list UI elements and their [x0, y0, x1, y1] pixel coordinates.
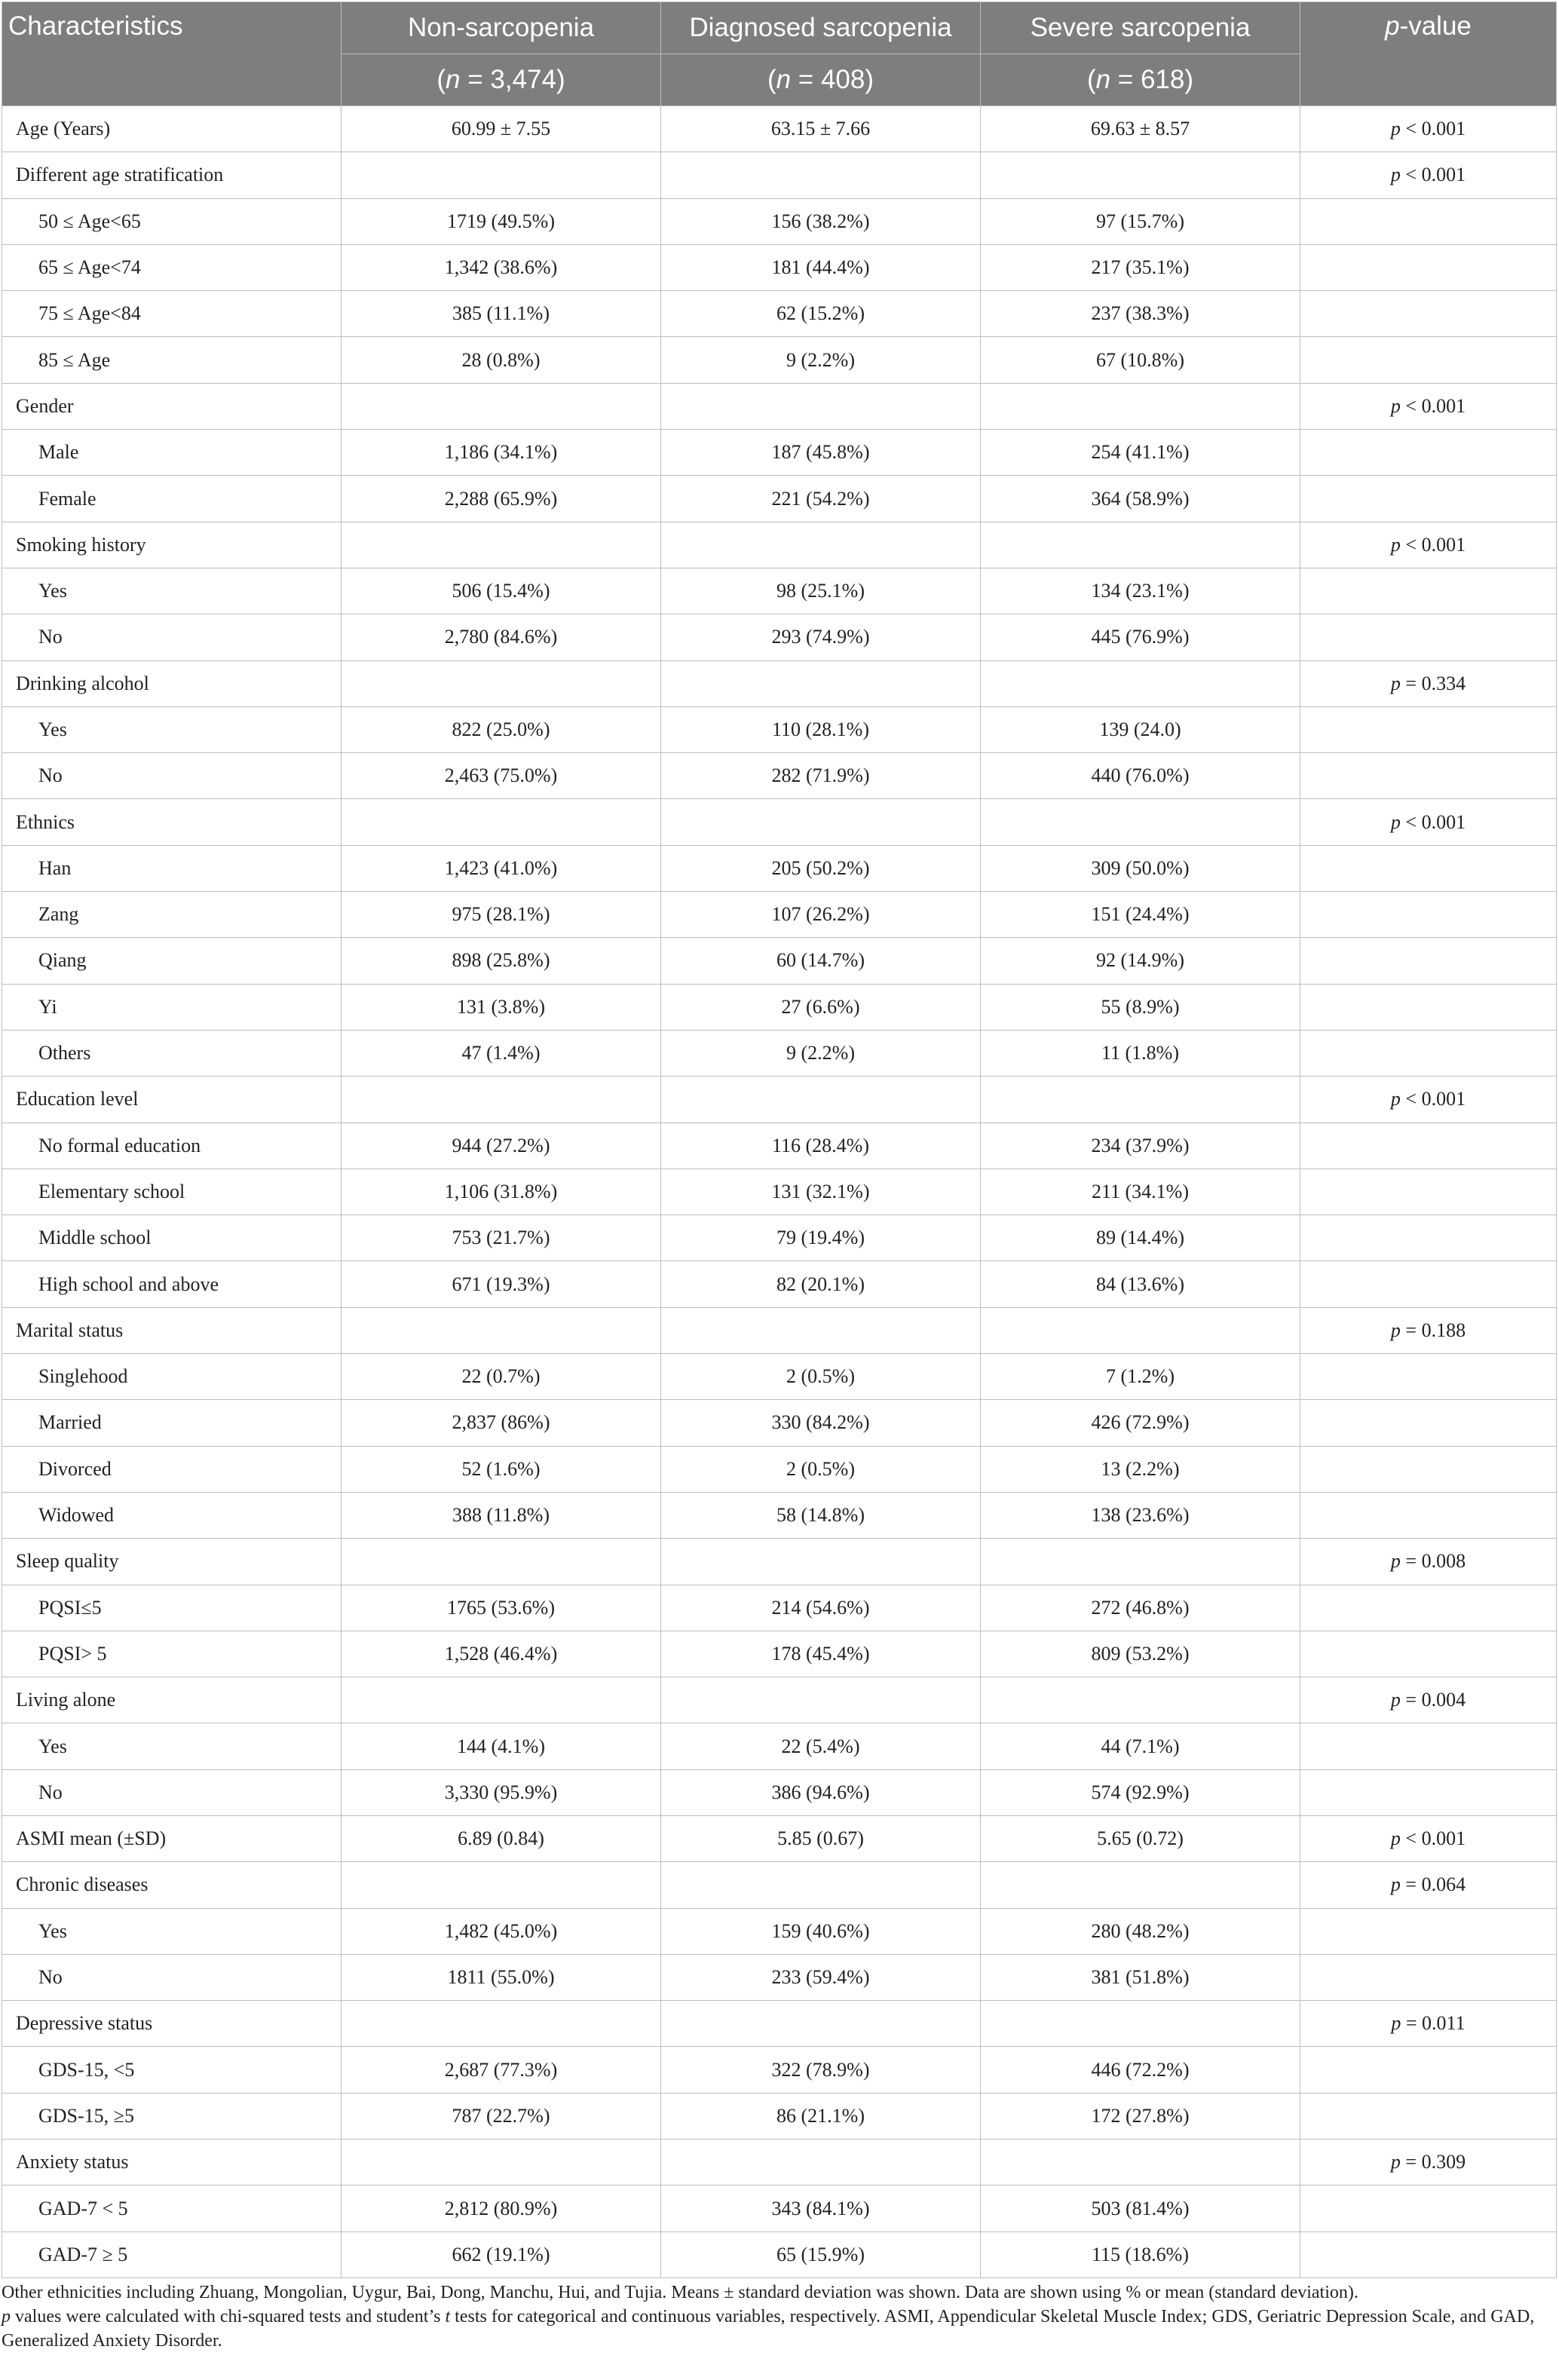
cell-diagnosed-sarcopenia: [661, 2001, 981, 2047]
cell-non-sarcopenia: 388 (11.8%): [342, 1492, 661, 1538]
header-group-name: Severe sarcopenia: [981, 2, 1300, 54]
row-label: No: [2, 1954, 342, 2000]
header-group-n: (n = 3,474): [342, 54, 661, 106]
cell-non-sarcopenia: 822 (25.0%): [342, 706, 661, 752]
table-row: [2, 1954, 1557, 2000]
cell-diagnosed-sarcopenia: [661, 383, 981, 429]
cell-diagnosed-sarcopenia: 2 (0.5%): [661, 1354, 981, 1400]
row-label: Different age stratification: [2, 152, 342, 198]
table-row: [2, 1862, 1557, 1908]
cell-p-value: [1300, 1400, 1557, 1446]
cell-diagnosed-sarcopenia: 343 (84.1%): [661, 2185, 981, 2231]
cell-severe-sarcopenia: [981, 383, 1300, 429]
table-row: [2, 1446, 1557, 1492]
cell-severe-sarcopenia: 574 (92.9%): [981, 1769, 1300, 1815]
header-group-n: (n = 618): [981, 54, 1300, 106]
table-row: [2, 753, 1557, 799]
cell-p-value: [1300, 2185, 1557, 2231]
cell-diagnosed-sarcopenia: 63.15 ± 7.66: [661, 106, 981, 152]
cell-severe-sarcopenia: [981, 522, 1300, 568]
cell-p-value: [1300, 476, 1557, 522]
row-label: Smoking history: [2, 522, 342, 568]
table-footnote: [2, 2280, 1539, 2353]
cell-p-value: [1300, 845, 1557, 891]
cell-severe-sarcopenia: 13 (2.2%): [981, 1446, 1300, 1492]
cell-p-value: [1300, 2231, 1557, 2277]
cell-non-sarcopenia: [342, 799, 661, 845]
cell-severe-sarcopenia: 381 (51.8%): [981, 1954, 1300, 2000]
cell-diagnosed-sarcopenia: 110 (28.1%): [661, 706, 981, 752]
header-group-name: Non-sarcopenia: [342, 2, 661, 54]
cell-diagnosed-sarcopenia: 27 (6.6%): [661, 984, 981, 1030]
table-row: [2, 938, 1557, 984]
table-row: [2, 291, 1557, 337]
footnote-line: Other ethnicities including Zhuang, Mongolian, Uygur, Bai, Dong, Manchu, Hui, and Tujia. Means ± standard deviation was shown. Data are shown using % or mean (standard deviation).: [2, 2283, 1358, 2302]
table-row: [2, 845, 1557, 891]
table-row: [2, 1723, 1557, 1769]
cell-p-value: [1300, 1123, 1557, 1169]
table-row: [2, 1631, 1557, 1677]
cell-p-value: p = 0.334: [1300, 660, 1557, 706]
cell-non-sarcopenia: [342, 383, 661, 429]
cell-p-value: p = 0.188: [1300, 1307, 1557, 1353]
row-label: Yes: [2, 568, 342, 614]
cell-diagnosed-sarcopenia: 2 (0.5%): [661, 1446, 981, 1492]
table-row: [2, 1677, 1557, 1723]
cell-non-sarcopenia: [342, 1077, 661, 1123]
cell-diagnosed-sarcopenia: 65 (15.9%): [661, 2231, 981, 2277]
cell-diagnosed-sarcopenia: 86 (21.1%): [661, 2093, 981, 2139]
cell-severe-sarcopenia: [981, 2140, 1300, 2185]
table-row: [2, 1539, 1557, 1585]
table-row: [2, 2047, 1557, 2093]
cell-p-value: [1300, 568, 1557, 614]
cell-diagnosed-sarcopenia: 22 (5.4%): [661, 1723, 981, 1769]
cell-p-value: [1300, 291, 1557, 337]
cell-diagnosed-sarcopenia: 9 (2.2%): [661, 337, 981, 383]
header-group-n: (n = 408): [661, 54, 981, 106]
cell-severe-sarcopenia: 11 (1.8%): [981, 1030, 1300, 1076]
cell-p-value: p < 0.001: [1300, 1077, 1557, 1123]
cell-non-sarcopenia: 22 (0.7%): [342, 1354, 661, 1400]
cell-non-sarcopenia: 1,482 (45.0%): [342, 1908, 661, 1954]
row-label: Qiang: [2, 938, 342, 984]
cell-p-value: [1300, 706, 1557, 752]
cell-non-sarcopenia: 1,528 (46.4%): [342, 1631, 661, 1677]
cell-diagnosed-sarcopenia: 330 (84.2%): [661, 1400, 981, 1446]
cell-p-value: [1300, 1261, 1557, 1307]
cell-p-value: [1300, 1954, 1557, 2000]
cell-non-sarcopenia: 787 (22.7%): [342, 2093, 661, 2139]
row-label: Divorced: [2, 1446, 342, 1492]
table-row: [2, 1769, 1557, 1815]
cell-p-value: p < 0.001: [1300, 383, 1557, 429]
cell-p-value: p < 0.001: [1300, 106, 1557, 152]
cell-diagnosed-sarcopenia: [661, 522, 981, 568]
cell-severe-sarcopenia: 69.63 ± 8.57: [981, 106, 1300, 152]
cell-severe-sarcopenia: 272 (46.8%): [981, 1585, 1300, 1631]
cell-non-sarcopenia: [342, 1862, 661, 1908]
row-label: Yes: [2, 1908, 342, 1954]
cell-severe-sarcopenia: 503 (81.4%): [981, 2185, 1300, 2231]
row-label: 50 ≤ Age<65: [2, 198, 342, 244]
cell-severe-sarcopenia: [981, 1307, 1300, 1353]
cell-diagnosed-sarcopenia: 293 (74.9%): [661, 614, 981, 660]
cell-severe-sarcopenia: [981, 660, 1300, 706]
cell-diagnosed-sarcopenia: [661, 660, 981, 706]
cell-diagnosed-sarcopenia: 60 (14.7%): [661, 938, 981, 984]
cell-diagnosed-sarcopenia: 221 (54.2%): [661, 476, 981, 522]
cell-non-sarcopenia: 2,837 (86%): [342, 1400, 661, 1446]
row-label: Depressive status: [2, 2001, 342, 2047]
row-label: Drinking alcohol: [2, 660, 342, 706]
cell-diagnosed-sarcopenia: 62 (15.2%): [661, 291, 981, 337]
cell-diagnosed-sarcopenia: [661, 1677, 981, 1723]
cell-non-sarcopenia: 3,330 (95.9%): [342, 1769, 661, 1815]
cell-severe-sarcopenia: 115 (18.6%): [981, 2231, 1300, 2277]
cell-diagnosed-sarcopenia: 9 (2.2%): [661, 1030, 981, 1076]
cell-p-value: [1300, 1215, 1557, 1261]
table-row: [2, 2093, 1557, 2139]
row-label: GAD-7 < 5: [2, 2185, 342, 2231]
cell-non-sarcopenia: 385 (11.1%): [342, 291, 661, 337]
table-row: [2, 1585, 1557, 1631]
cell-diagnosed-sarcopenia: 322 (78.9%): [661, 2047, 981, 2093]
row-label: Singlehood: [2, 1354, 342, 1400]
cell-non-sarcopenia: [342, 660, 661, 706]
cell-p-value: [1300, 1030, 1557, 1076]
cell-p-value: p = 0.011: [1300, 2001, 1557, 2047]
table-row: [2, 892, 1557, 938]
table-row: [2, 2001, 1557, 2047]
cell-p-value: p = 0.064: [1300, 1862, 1557, 1908]
table-row: [2, 1400, 1557, 1446]
characteristics-table: [2, 2, 1557, 2278]
table-row: [2, 1354, 1557, 1400]
cell-diagnosed-sarcopenia: [661, 1307, 981, 1353]
cell-diagnosed-sarcopenia: 116 (28.4%): [661, 1123, 981, 1169]
cell-non-sarcopenia: 2,780 (84.6%): [342, 614, 661, 660]
cell-diagnosed-sarcopenia: [661, 152, 981, 198]
cell-severe-sarcopenia: 151 (24.4%): [981, 892, 1300, 938]
table-row: [2, 1123, 1557, 1169]
cell-diagnosed-sarcopenia: 187 (45.8%): [661, 430, 981, 476]
table-row: [2, 1492, 1557, 1538]
row-label: Widowed: [2, 1492, 342, 1538]
header-characteristics: Characteristics: [2, 2, 342, 106]
cell-p-value: [1300, 892, 1557, 938]
cell-non-sarcopenia: 898 (25.8%): [342, 938, 661, 984]
row-label: Yes: [2, 706, 342, 752]
row-label: 85 ≤ Age: [2, 337, 342, 383]
table-row: [2, 614, 1557, 660]
table-row: [2, 799, 1557, 845]
cell-diagnosed-sarcopenia: 156 (38.2%): [661, 198, 981, 244]
cell-severe-sarcopenia: 309 (50.0%): [981, 845, 1300, 891]
row-label: Married: [2, 1400, 342, 1446]
table-row: [2, 1030, 1557, 1076]
row-label: Age (Years): [2, 106, 342, 152]
row-label: No: [2, 753, 342, 799]
row-label: Education level: [2, 1077, 342, 1123]
cell-severe-sarcopenia: 364 (58.9%): [981, 476, 1300, 522]
cell-non-sarcopenia: 1,186 (34.1%): [342, 430, 661, 476]
row-label: Middle school: [2, 1215, 342, 1261]
cell-diagnosed-sarcopenia: 214 (54.6%): [661, 1585, 981, 1631]
cell-severe-sarcopenia: 237 (38.3%): [981, 291, 1300, 337]
table-body: [2, 106, 1557, 2278]
cell-non-sarcopenia: [342, 2140, 661, 2185]
cell-diagnosed-sarcopenia: 82 (20.1%): [661, 1261, 981, 1307]
table-row: [2, 522, 1557, 568]
cell-diagnosed-sarcopenia: 181 (44.4%): [661, 244, 981, 290]
cell-diagnosed-sarcopenia: 79 (19.4%): [661, 1215, 981, 1261]
cell-severe-sarcopenia: [981, 1862, 1300, 1908]
cell-p-value: [1300, 430, 1557, 476]
cell-p-value: [1300, 938, 1557, 984]
table-header: [2, 2, 1557, 106]
cell-non-sarcopenia: 1,106 (31.8%): [342, 1169, 661, 1215]
row-label: Elementary school: [2, 1169, 342, 1215]
row-label: Marital status: [2, 1307, 342, 1353]
table-row: [2, 1215, 1557, 1261]
cell-p-value: p = 0.004: [1300, 1677, 1557, 1723]
cell-severe-sarcopenia: 440 (76.0%): [981, 753, 1300, 799]
cell-p-value: [1300, 337, 1557, 383]
cell-diagnosed-sarcopenia: 178 (45.4%): [661, 1631, 981, 1677]
cell-diagnosed-sarcopenia: 98 (25.1%): [661, 568, 981, 614]
cell-non-sarcopenia: 1811 (55.0%): [342, 1954, 661, 2000]
table-row: [2, 1169, 1557, 1215]
cell-diagnosed-sarcopenia: [661, 1862, 981, 1908]
cell-p-value: p < 0.001: [1300, 799, 1557, 845]
row-label: GDS-15, ≥5: [2, 2093, 342, 2139]
cell-p-value: [1300, 1723, 1557, 1769]
table-row: [2, 106, 1557, 152]
table-row: [2, 568, 1557, 614]
cell-p-value: [1300, 1446, 1557, 1492]
cell-severe-sarcopenia: 234 (37.9%): [981, 1123, 1300, 1169]
cell-severe-sarcopenia: 172 (27.8%): [981, 2093, 1300, 2139]
cell-severe-sarcopenia: [981, 1539, 1300, 1585]
cell-non-sarcopenia: [342, 1677, 661, 1723]
cell-non-sarcopenia: 6.89 (0.84): [342, 1815, 661, 1861]
row-label: Living alone: [2, 1677, 342, 1723]
row-label: Zang: [2, 892, 342, 938]
cell-p-value: p = 0.008: [1300, 1539, 1557, 1585]
cell-non-sarcopenia: 662 (19.1%): [342, 2231, 661, 2277]
cell-non-sarcopenia: [342, 152, 661, 198]
cell-severe-sarcopenia: 7 (1.2%): [981, 1354, 1300, 1400]
table-row: [2, 1815, 1557, 1861]
table-row: [2, 660, 1557, 706]
cell-severe-sarcopenia: [981, 1077, 1300, 1123]
cell-severe-sarcopenia: [981, 1677, 1300, 1723]
cell-non-sarcopenia: 1765 (53.6%): [342, 1585, 661, 1631]
table-row: [2, 1908, 1557, 1954]
table-row: [2, 152, 1557, 198]
table-row: [2, 383, 1557, 429]
cell-p-value: [1300, 1769, 1557, 1815]
row-label: Han: [2, 845, 342, 891]
cell-diagnosed-sarcopenia: 107 (26.2%): [661, 892, 981, 938]
cell-non-sarcopenia: 671 (19.3%): [342, 1261, 661, 1307]
cell-severe-sarcopenia: 280 (48.2%): [981, 1908, 1300, 1954]
cell-diagnosed-sarcopenia: 58 (14.8%): [661, 1492, 981, 1538]
row-label: Others: [2, 1030, 342, 1076]
cell-non-sarcopenia: 2,288 (65.9%): [342, 476, 661, 522]
table-row: [2, 1307, 1557, 1353]
cell-non-sarcopenia: 60.99 ± 7.55: [342, 106, 661, 152]
row-label: 65 ≤ Age<74: [2, 244, 342, 290]
cell-non-sarcopenia: 28 (0.8%): [342, 337, 661, 383]
table-row: [2, 2231, 1557, 2277]
cell-severe-sarcopenia: 84 (13.6%): [981, 1261, 1300, 1307]
cell-diagnosed-sarcopenia: 205 (50.2%): [661, 845, 981, 891]
cell-severe-sarcopenia: 445 (76.9%): [981, 614, 1300, 660]
cell-severe-sarcopenia: 217 (35.1%): [981, 244, 1300, 290]
cell-severe-sarcopenia: 97 (15.7%): [981, 198, 1300, 244]
row-label: Female: [2, 476, 342, 522]
cell-p-value: [1300, 1631, 1557, 1677]
table-row: [2, 1261, 1557, 1307]
cell-severe-sarcopenia: 139 (24.0): [981, 706, 1300, 752]
table-row: [2, 984, 1557, 1030]
cell-p-value: [1300, 1908, 1557, 1954]
cell-severe-sarcopenia: [981, 152, 1300, 198]
cell-non-sarcopenia: 2,687 (77.3%): [342, 2047, 661, 2093]
cell-p-value: [1300, 753, 1557, 799]
row-label: High school and above: [2, 1261, 342, 1307]
cell-non-sarcopenia: [342, 522, 661, 568]
row-label: Gender: [2, 383, 342, 429]
row-label: ASMI mean (±SD): [2, 1815, 342, 1861]
cell-severe-sarcopenia: 44 (7.1%): [981, 1723, 1300, 1769]
cell-non-sarcopenia: [342, 1539, 661, 1585]
table-row: [2, 2140, 1557, 2185]
cell-non-sarcopenia: 1,423 (41.0%): [342, 845, 661, 891]
row-label: Male: [2, 430, 342, 476]
row-label: PQSI> 5: [2, 1631, 342, 1677]
row-label: PQSI≤5: [2, 1585, 342, 1631]
row-label: GAD-7 ≥ 5: [2, 2231, 342, 2277]
cell-severe-sarcopenia: 809 (53.2%): [981, 1631, 1300, 1677]
cell-severe-sarcopenia: 254 (41.1%): [981, 430, 1300, 476]
cell-severe-sarcopenia: 67 (10.8%): [981, 337, 1300, 383]
row-label: 75 ≤ Age<84: [2, 291, 342, 337]
row-label: No: [2, 1769, 342, 1815]
cell-diagnosed-sarcopenia: 159 (40.6%): [661, 1908, 981, 1954]
cell-non-sarcopenia: 131 (3.8%): [342, 984, 661, 1030]
row-label: GDS-15, <5: [2, 2047, 342, 2093]
cell-severe-sarcopenia: 55 (8.9%): [981, 984, 1300, 1030]
cell-severe-sarcopenia: 134 (23.1%): [981, 568, 1300, 614]
cell-non-sarcopenia: 944 (27.2%): [342, 1123, 661, 1169]
row-label: Yi: [2, 984, 342, 1030]
row-label: No formal education: [2, 1123, 342, 1169]
footnote-line: p values were calculated with chi-squared tests and student’s t tests for categorical and continuous variables, respectively. ASMI, Appendicular Skeletal Muscle Index; GDS, Geriatric Depression Scale, and GAD, Generalized Anxiety Disorder.: [2, 2307, 1535, 2351]
cell-non-sarcopenia: 1,342 (38.6%): [342, 244, 661, 290]
cell-p-value: p < 0.001: [1300, 1815, 1557, 1861]
cell-severe-sarcopenia: 92 (14.9%): [981, 938, 1300, 984]
cell-non-sarcopenia: 144 (4.1%): [342, 1723, 661, 1769]
cell-diagnosed-sarcopenia: [661, 799, 981, 845]
cell-diagnosed-sarcopenia: 233 (59.4%): [661, 1954, 981, 2000]
table-row: [2, 198, 1557, 244]
cell-p-value: [1300, 614, 1557, 660]
cell-diagnosed-sarcopenia: 5.85 (0.67): [661, 1815, 981, 1861]
row-label: No: [2, 614, 342, 660]
row-label: Yes: [2, 1723, 342, 1769]
cell-p-value: [1300, 984, 1557, 1030]
cell-non-sarcopenia: 1719 (49.5%): [342, 198, 661, 244]
cell-p-value: p < 0.001: [1300, 522, 1557, 568]
cell-non-sarcopenia: 47 (1.4%): [342, 1030, 661, 1076]
cell-non-sarcopenia: 2,812 (80.9%): [342, 2185, 661, 2231]
cell-non-sarcopenia: 52 (1.6%): [342, 1446, 661, 1492]
cell-non-sarcopenia: 506 (15.4%): [342, 568, 661, 614]
table-row: [2, 1077, 1557, 1123]
cell-diagnosed-sarcopenia: 282 (71.9%): [661, 753, 981, 799]
cell-diagnosed-sarcopenia: [661, 1539, 981, 1585]
cell-p-value: [1300, 2047, 1557, 2093]
cell-diagnosed-sarcopenia: [661, 1077, 981, 1123]
row-label: Sleep quality: [2, 1539, 342, 1585]
table-row: [2, 430, 1557, 476]
cell-p-value: p = 0.309: [1300, 2140, 1557, 2185]
row-label: Ethnics: [2, 799, 342, 845]
cell-severe-sarcopenia: [981, 799, 1300, 845]
cell-p-value: [1300, 244, 1557, 290]
table-row: [2, 706, 1557, 752]
table-row: [2, 2185, 1557, 2231]
cell-severe-sarcopenia: 446 (72.2%): [981, 2047, 1300, 2093]
header-group-name: Diagnosed sarcopenia: [661, 2, 981, 54]
table-row: [2, 476, 1557, 522]
cell-non-sarcopenia: [342, 2001, 661, 2047]
cell-severe-sarcopenia: 5.65 (0.72): [981, 1815, 1300, 1861]
cell-severe-sarcopenia: 138 (23.6%): [981, 1492, 1300, 1538]
cell-p-value: [1300, 1354, 1557, 1400]
cell-p-value: p < 0.001: [1300, 152, 1557, 198]
cell-non-sarcopenia: 975 (28.1%): [342, 892, 661, 938]
cell-non-sarcopenia: 2,463 (75.0%): [342, 753, 661, 799]
cell-p-value: [1300, 1585, 1557, 1631]
header-pvalue: p-value: [1300, 2, 1557, 106]
cell-p-value: [1300, 198, 1557, 244]
cell-p-value: [1300, 1169, 1557, 1215]
cell-diagnosed-sarcopenia: 131 (32.1%): [661, 1169, 981, 1215]
cell-non-sarcopenia: 753 (21.7%): [342, 1215, 661, 1261]
table-row: [2, 337, 1557, 383]
cell-severe-sarcopenia: 211 (34.1%): [981, 1169, 1300, 1215]
cell-severe-sarcopenia: [981, 2001, 1300, 2047]
cell-diagnosed-sarcopenia: 386 (94.6%): [661, 1769, 981, 1815]
table-row: [2, 244, 1557, 290]
cell-severe-sarcopenia: 426 (72.9%): [981, 1400, 1300, 1446]
cell-severe-sarcopenia: 89 (14.4%): [981, 1215, 1300, 1261]
cell-non-sarcopenia: [342, 1307, 661, 1353]
table-container: [2, 2, 1556, 2278]
cell-p-value: [1300, 1492, 1557, 1538]
cell-diagnosed-sarcopenia: [661, 2140, 981, 2185]
row-label: Anxiety status: [2, 2140, 342, 2185]
row-label: Chronic diseases: [2, 1862, 342, 1908]
cell-p-value: [1300, 2093, 1557, 2139]
